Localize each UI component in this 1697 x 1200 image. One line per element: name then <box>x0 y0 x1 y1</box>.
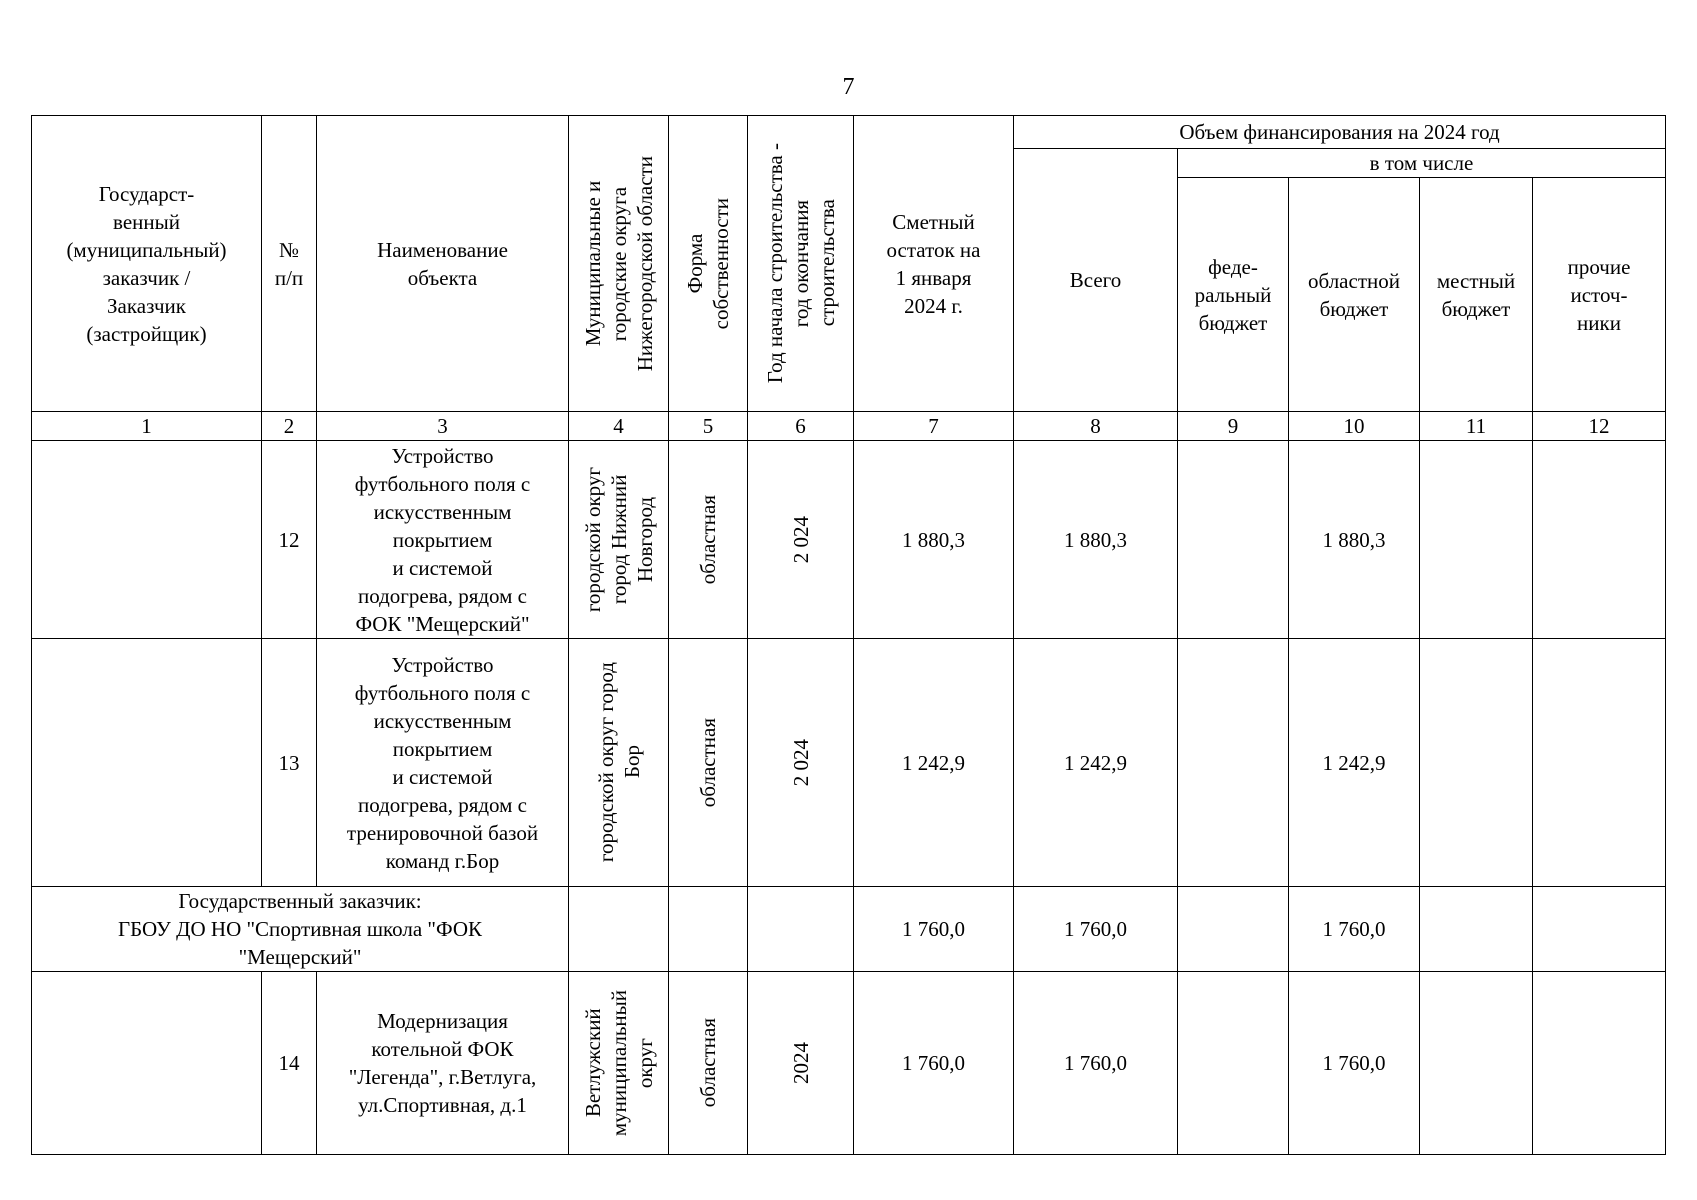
header-ownership: Форма собственности <box>669 116 748 412</box>
column-number: 8 <box>1014 412 1178 441</box>
column-number: 5 <box>669 412 748 441</box>
header-number: № п/п <box>262 116 317 412</box>
cell-object-name: Устройство футбольного поля с искусственным покрытием и системой подогрева, рядом с ФОК "Мещерский" <box>317 441 569 639</box>
cell-district: Ветлужский муниципальный округ <box>569 972 669 1155</box>
cell-local <box>1420 441 1533 639</box>
cell-federal <box>1178 441 1289 639</box>
column-number: 4 <box>569 412 669 441</box>
cell-number: 13 <box>262 639 317 887</box>
column-number: 11 <box>1420 412 1533 441</box>
column-numbers-row <box>32 412 1666 441</box>
cell-district: городской округ город Бор <box>569 639 669 887</box>
cell-total: 1 760,0 <box>1014 887 1178 972</box>
cell-object-name: Модернизация котельной ФОК "Легенда", г.Ветлуга, ул.Спортивная, д.1 <box>317 972 569 1155</box>
table-row <box>32 639 1666 887</box>
header-years: Год начала строительства - год окончания строительства <box>748 116 854 412</box>
cell-estimate: 1 242,9 <box>854 639 1014 887</box>
cell-other <box>1533 639 1666 887</box>
cell-number: 12 <box>262 441 317 639</box>
financing-table <box>31 115 1666 1155</box>
cell-ownership <box>669 887 748 972</box>
header-object-name: Наименование объекта <box>317 116 569 412</box>
cell-total: 1 242,9 <box>1014 639 1178 887</box>
cell-year: 2 024 <box>748 639 854 887</box>
header-including: в том числе <box>1178 149 1666 178</box>
column-number: 9 <box>1178 412 1289 441</box>
cell-year <box>748 887 854 972</box>
cell-local <box>1420 639 1533 887</box>
cell-regional: 1 760,0 <box>1289 972 1420 1155</box>
cell-local <box>1420 972 1533 1155</box>
cell-regional: 1 760,0 <box>1289 887 1420 972</box>
cell-regional: 1 242,9 <box>1289 639 1420 887</box>
header-federal: феде- ральный бюджет <box>1178 178 1289 412</box>
header-funding-group: Объем финансирования на 2024 год <box>1014 116 1666 149</box>
customer-row <box>32 887 1666 972</box>
column-number: 12 <box>1533 412 1666 441</box>
header-row-group <box>32 116 1666 149</box>
cell-estimate: 1 880,3 <box>854 441 1014 639</box>
cell-district: городской округ город Нижний Новгород <box>569 441 669 639</box>
customer-label: Государственный заказчик: ГБОУ ДО НО "Спортивная школа "ФОК "Мещерский" <box>32 887 569 972</box>
cell-total: 1 880,3 <box>1014 441 1178 639</box>
cell-customer <box>32 972 262 1155</box>
header-total: Всего <box>1014 149 1178 412</box>
cell-local <box>1420 887 1533 972</box>
cell-total: 1 760,0 <box>1014 972 1178 1155</box>
column-number: 7 <box>854 412 1014 441</box>
cell-other <box>1533 972 1666 1155</box>
column-number: 6 <box>748 412 854 441</box>
cell-ownership: областная <box>669 972 748 1155</box>
cell-ownership: областная <box>669 639 748 887</box>
header-districts: Муниципальные и городские округа Нижегородской области <box>569 116 669 412</box>
column-number: 10 <box>1289 412 1420 441</box>
cell-number: 14 <box>262 972 317 1155</box>
page-number: 7 <box>842 74 855 100</box>
cell-estimate: 1 760,0 <box>854 972 1014 1155</box>
cell-ownership: областная <box>669 441 748 639</box>
cell-federal <box>1178 972 1289 1155</box>
column-number: 2 <box>262 412 317 441</box>
cell-object-name: Устройство футбольного поля с искусственным покрытием и системой подогрева, рядом с тренировочной базой команд г.Бор <box>317 639 569 887</box>
table-row <box>32 972 1666 1155</box>
cell-year: 2 024 <box>748 441 854 639</box>
cell-federal <box>1178 639 1289 887</box>
cell-federal <box>1178 887 1289 972</box>
cell-estimate: 1 760,0 <box>854 887 1014 972</box>
cell-customer <box>32 441 262 639</box>
table-row <box>32 441 1666 639</box>
cell-year: 2024 <box>748 972 854 1155</box>
cell-customer <box>32 639 262 887</box>
cell-regional: 1 880,3 <box>1289 441 1420 639</box>
cell-other <box>1533 887 1666 972</box>
header-regional: областной бюджет <box>1289 178 1420 412</box>
cell-district <box>569 887 669 972</box>
cell-other <box>1533 441 1666 639</box>
column-number: 3 <box>317 412 569 441</box>
header-local: местный бюджет <box>1420 178 1533 412</box>
column-number: 1 <box>32 412 262 441</box>
header-customer: Государст- венный (муниципальный) заказчик / Заказчик (застройщик) <box>32 116 262 412</box>
header-other: прочие источ- ники <box>1533 178 1666 412</box>
header-estimate: Сметный остаток на 1 января 2024 г. <box>854 116 1014 412</box>
